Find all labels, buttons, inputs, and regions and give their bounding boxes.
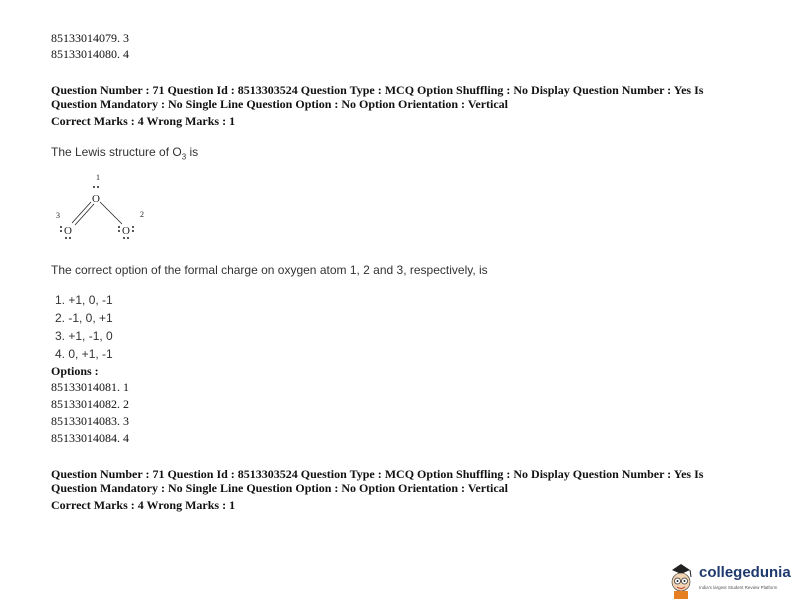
stem-suffix: is bbox=[186, 145, 199, 159]
lone-pair-dot bbox=[93, 186, 95, 188]
stem-prefix: The Lewis structure of O bbox=[51, 145, 182, 159]
lone-pair-dot bbox=[60, 226, 62, 228]
question-marks: Correct Marks : 4 Wrong Marks : 1 bbox=[51, 114, 236, 128]
ozone-lewis-structure bbox=[52, 172, 162, 244]
lone-pair-dot bbox=[127, 237, 129, 239]
atom-o-2: O bbox=[122, 225, 130, 237]
atom-o-3: O bbox=[64, 225, 72, 237]
collegedunia-logo bbox=[666, 558, 790, 602]
atom-label-2: 2 bbox=[140, 210, 144, 219]
option-id-4: 85133014084. 4 bbox=[51, 431, 129, 445]
lone-pair-dot bbox=[118, 226, 120, 228]
stem-subscript: 3 bbox=[181, 152, 187, 162]
prev-option-4: 85133014080. 4 bbox=[51, 47, 129, 61]
question-stem bbox=[51, 145, 198, 161]
option-id-2: 85133014082. 2 bbox=[51, 397, 129, 411]
logo-tagline: India's largest Student Review Platform bbox=[699, 585, 778, 590]
choice-2: 2. -1, 0, +1 bbox=[55, 311, 113, 325]
double-bond-line-b bbox=[75, 204, 94, 225]
question-prompt: The correct option of the formal charge on oxygen atom 1, 2 and 3, respectively, is bbox=[51, 263, 488, 277]
double-bond-line-a bbox=[72, 202, 91, 223]
next-question-marks: Correct Marks : 4 Wrong Marks : 1 bbox=[51, 498, 236, 512]
lone-pair-dot bbox=[118, 230, 120, 232]
next-question-header-line1: Question Number : 71 Question Id : 8513303524 Question Type : MCQ Option Shuffling : No Display Question Number : Yes Is bbox=[51, 467, 704, 481]
option-id-1: 85133014081. 1 bbox=[51, 380, 129, 394]
lone-pair-dot bbox=[123, 237, 125, 239]
lone-pair-dot bbox=[97, 186, 99, 188]
atom-label-1: 1 bbox=[96, 173, 100, 182]
choice-3: 3. +1, -1, 0 bbox=[55, 329, 113, 343]
next-question-header-line2: Question Mandatory : No Single Line Question Option : No Option Orientation : Vertical bbox=[51, 481, 509, 495]
options-heading: Options : bbox=[51, 364, 99, 378]
mascot-icon bbox=[666, 560, 696, 600]
lone-pair-dot bbox=[132, 230, 134, 232]
choice-1: 1. +1, 0, -1 bbox=[55, 293, 113, 307]
question-header bbox=[51, 83, 741, 111]
atom-o-1: O bbox=[92, 193, 100, 205]
single-bond-line bbox=[100, 202, 122, 224]
question-header-line2: Question Mandatory : No Single Line Question Option : No Option Orientation : Vertical bbox=[51, 97, 509, 111]
option-id-3: 85133014083. 3 bbox=[51, 414, 129, 428]
logo-wordmark: collegedunia bbox=[699, 564, 791, 581]
lone-pair-dot bbox=[65, 237, 67, 239]
lone-pair-dot bbox=[60, 230, 62, 232]
next-question-header bbox=[51, 467, 741, 495]
lone-pair-dot bbox=[69, 237, 71, 239]
prev-option-3: 85133014079. 3 bbox=[51, 31, 129, 45]
atom-label-3: 3 bbox=[56, 211, 60, 220]
choice-4: 4. 0, +1, -1 bbox=[55, 347, 113, 361]
lone-pair-dot bbox=[132, 226, 134, 228]
question-header-line1: Question Number : 71 Question Id : 8513303524 Question Type : MCQ Option Shuffling : No Display Question Number : Yes Is bbox=[51, 83, 704, 97]
